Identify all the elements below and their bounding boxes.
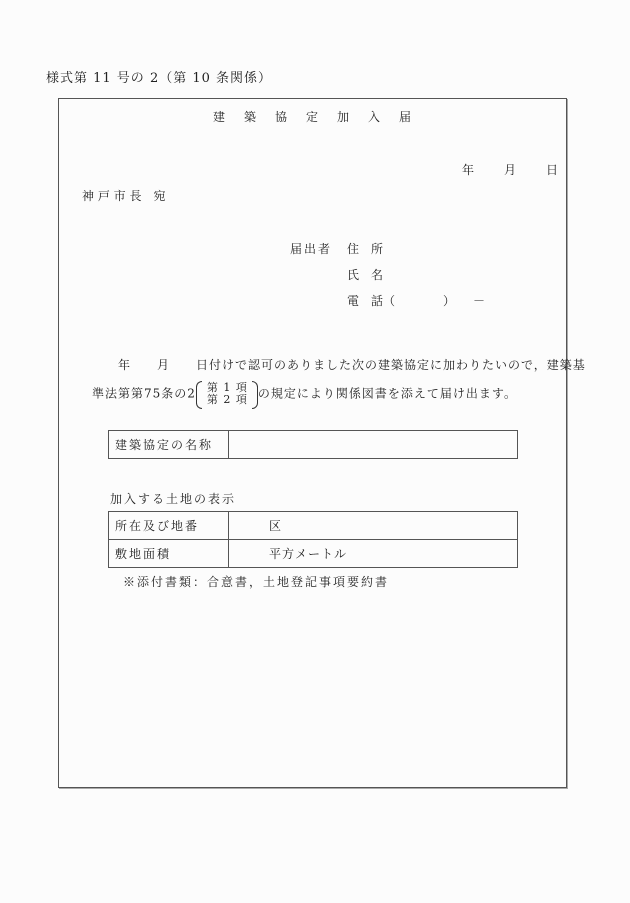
title-char: 築 bbox=[244, 110, 257, 124]
addressee: 神 戸 市 長 宛 bbox=[82, 189, 166, 203]
year-label: 年 bbox=[462, 163, 475, 177]
land-section-heading: 加入する土地の表示 bbox=[110, 492, 237, 506]
agreement-name-label: 建築協定の名称 bbox=[109, 431, 229, 459]
title-char: 定 bbox=[306, 110, 319, 124]
attachments-note: ※添付書類：合意書，土地登記事項要約書 bbox=[123, 575, 390, 589]
body-line-2 bbox=[92, 380, 517, 408]
date-line bbox=[462, 161, 558, 178]
location-label: 所在及び地番 bbox=[109, 512, 229, 540]
option-paragraph-2: 第 2 項 bbox=[206, 393, 248, 406]
site-area-label: 敷地面積 bbox=[109, 540, 229, 568]
form-number-caption: 様式第 11 号の 2（第 10 条関係） bbox=[46, 71, 273, 86]
applicant-label: 届出者 bbox=[290, 242, 333, 256]
location-field[interactable]: 区 bbox=[229, 512, 518, 540]
paragraph-options bbox=[196, 380, 258, 408]
table-row bbox=[109, 540, 518, 568]
title-char: 協 bbox=[275, 110, 288, 124]
table-row bbox=[109, 512, 518, 540]
phone-label: 電 話（ ） － bbox=[347, 294, 486, 308]
left-bracket bbox=[196, 381, 202, 409]
agreement-name-field[interactable] bbox=[229, 431, 518, 459]
form-title bbox=[213, 108, 430, 125]
day-label: 日 bbox=[546, 163, 559, 177]
body-line-2-suffix: の規定により関係図書を添えて届け出ます。 bbox=[257, 386, 517, 401]
title-char: 入 bbox=[368, 110, 381, 124]
agreement-name-table bbox=[108, 430, 518, 459]
site-area-field[interactable]: 平方メートル bbox=[229, 540, 518, 568]
land-table bbox=[108, 511, 518, 568]
body-line-1: 年 月 日付けで認可のありました次の建築協定に加わりたいので，建築基 bbox=[118, 358, 586, 372]
address-label: 住 所 bbox=[347, 242, 384, 256]
title-char: 加 bbox=[337, 110, 350, 124]
month-label: 月 bbox=[504, 163, 517, 177]
option-paragraph-1: 第 1 項 bbox=[206, 381, 248, 394]
name-label: 氏 名 bbox=[347, 268, 384, 282]
law-reference: 準法第第75条の2 bbox=[92, 386, 196, 401]
title-char: 届 bbox=[399, 110, 412, 124]
title-char: 建 bbox=[213, 110, 226, 124]
right-bracket bbox=[252, 381, 258, 409]
